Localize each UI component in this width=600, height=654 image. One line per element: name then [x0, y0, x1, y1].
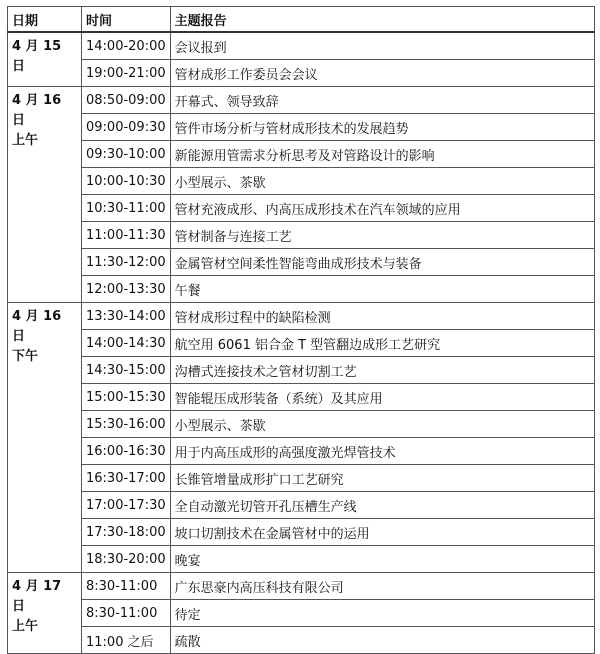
topic-cell: 小型展示、茶歇 [170, 411, 594, 438]
date-label: 4 月 16 日 [12, 93, 62, 128]
schedule-row [8, 465, 595, 492]
time-cell: 12:00-13:30 [82, 276, 171, 303]
topic-cell: 会议报到 [170, 32, 594, 60]
topic-cell: 管材充液成形、内高压成形技术在汽车领域的应用 [170, 195, 594, 222]
topic-cell: 新能源用管需求分析思考及对管路设计的影响 [170, 141, 594, 168]
time-cell: 8:30-11:00 [82, 600, 171, 627]
schedule-row [8, 222, 595, 249]
time-cell: 17:30-18:00 [82, 519, 171, 546]
time-cell: 08:50-09:00 [82, 87, 171, 114]
date-label: 4 月 17 日 [12, 579, 62, 614]
time-cell: 15:00-15:30 [82, 384, 171, 411]
schedule-table [7, 6, 595, 654]
date-cell [8, 573, 82, 654]
topic-cell: 广东思豪内高压科技有限公司 [170, 573, 594, 600]
time-cell: 09:30-10:00 [82, 141, 171, 168]
time-cell: 17:00-17:30 [82, 492, 171, 519]
schedule-row [8, 546, 595, 573]
time-cell: 18:30-20:00 [82, 546, 171, 573]
topic-cell: 管材制备与连接工艺 [170, 222, 594, 249]
schedule-row [8, 519, 595, 546]
topic-cell: 管件市场分析与管材成形技术的发展趋势 [170, 114, 594, 141]
time-cell: 16:00-16:30 [82, 438, 171, 465]
topic-cell: 待定 [170, 600, 594, 627]
time-cell: 11:00 之后 [82, 627, 171, 654]
header-row [8, 7, 595, 33]
time-cell: 14:00-20:00 [82, 32, 171, 60]
schedule-row [8, 276, 595, 303]
time-cell: 10:30-11:00 [82, 195, 171, 222]
schedule-row [8, 249, 595, 276]
period-label: 下午 [12, 349, 39, 364]
schedule-row [8, 492, 595, 519]
time-cell: 14:00-14:30 [82, 330, 171, 357]
date-label: 4 月 15 日 [12, 39, 62, 74]
topic-cell: 航空用 6061 铝合金 T 型管翻边成形工艺研究 [170, 330, 594, 357]
schedule-row [8, 303, 595, 330]
schedule-row [8, 114, 595, 141]
schedule-row [8, 195, 595, 222]
schedule-row [8, 573, 595, 600]
time-cell: 11:00-11:30 [82, 222, 171, 249]
schedule-row [8, 141, 595, 168]
schedule-row [8, 600, 595, 627]
schedule-row [8, 60, 595, 87]
date-cell [8, 303, 82, 573]
schedule-row [8, 627, 595, 654]
time-cell: 10:00-10:30 [82, 168, 171, 195]
date-cell [8, 32, 82, 87]
period-label: 上午 [12, 619, 39, 634]
time-cell: 11:30-12:00 [82, 249, 171, 276]
topic-cell: 金属管材空间柔性智能弯曲成形技术与装备 [170, 249, 594, 276]
topic-cell: 全自动激光切管开孔压槽生产线 [170, 492, 594, 519]
topic-cell: 疏散 [170, 627, 594, 654]
schedule-row [8, 357, 595, 384]
topic-cell: 用于内高压成形的高强度激光焊管技术 [170, 438, 594, 465]
time-header: 时间 [82, 7, 171, 33]
topic-cell: 管材成形过程中的缺陷检测 [170, 303, 594, 330]
topic-cell: 小型展示、茶歇 [170, 168, 594, 195]
topic-cell: 管材成形工作委员会会议 [170, 60, 594, 87]
time-cell: 19:00-21:00 [82, 60, 171, 87]
topic-cell: 坡口切割技术在金属管材中的运用 [170, 519, 594, 546]
schedule-row [8, 411, 595, 438]
schedule-row [8, 384, 595, 411]
topic-header: 主题报告 [170, 7, 594, 33]
time-cell: 8:30-11:00 [82, 573, 171, 600]
period-label: 上午 [12, 133, 39, 148]
topic-cell: 午餐 [170, 276, 594, 303]
time-cell: 09:00-09:30 [82, 114, 171, 141]
date-header: 日期 [8, 7, 82, 33]
date-label: 4 月 16 日 [12, 309, 62, 344]
schedule-row [8, 87, 595, 114]
topic-cell: 智能辊压成形装备（系统）及其应用 [170, 384, 594, 411]
topic-cell: 晚宴 [170, 546, 594, 573]
topic-cell: 开幕式、领导致辞 [170, 87, 594, 114]
schedule-row [8, 330, 595, 357]
time-cell: 14:30-15:00 [82, 357, 171, 384]
topic-cell: 长锥管增量成形扩口工艺研究 [170, 465, 594, 492]
topic-cell: 沟槽式连接技术之管材切割工艺 [170, 357, 594, 384]
time-cell: 13:30-14:00 [82, 303, 171, 330]
time-cell: 16:30-17:00 [82, 465, 171, 492]
schedule-body [8, 32, 595, 654]
schedule-row [8, 168, 595, 195]
schedule-row [8, 438, 595, 465]
time-cell: 15:30-16:00 [82, 411, 171, 438]
date-cell [8, 87, 82, 303]
schedule-row [8, 32, 595, 60]
